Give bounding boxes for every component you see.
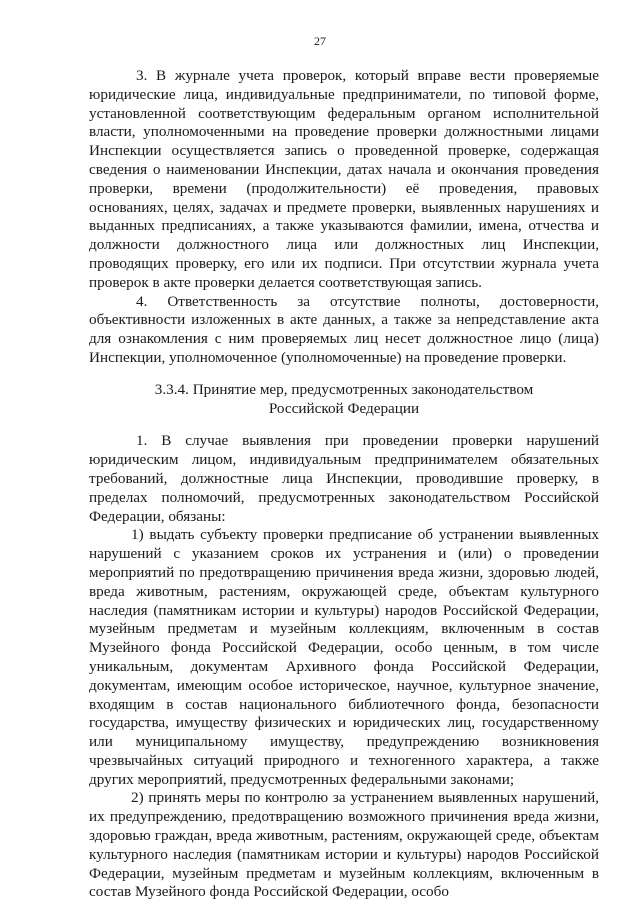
page-number: 27	[314, 34, 326, 48]
section-heading-line-2: Российской Федерации	[268, 399, 420, 417]
paragraph-responsibility: 4. Ответственность за отсутствие полноты, достоверности, объективности изложенных в акте данных, а также за непредставление акта для ознакомления с ним проверяемых лиц несет должностное лицо (лица) Инспекции, уполномоченное (уполномоченные) на проведение проверки.	[89, 292, 599, 366]
list-item-issue-order: 1) выдать субъекту проверки предписание об устранении выявленных нарушений с указанием сроков их устранения и (или) о проведении мероприятий по предотвращению причинения вреда жизни, здоровью людей, вреда животным, растениям, окружающей среде, объектам культурного наследия (памятникам истории и культуры) народов Российской Федерации, музейным предметам и музейным коллекциям, включенным в состав Музейного фонда Российской Федерации, особо ценным, в том числе уникальным, документам Архивного фонда Российской Федерации, документам, имеющим особое историческое, научное, культурное значение, входящим в состав национального библиотечного фонда, безопасности государства, имуществу физических и юридических лиц, государственному или муниципальному имуществу, предупреждению возникновения чрезвычайных ситуаций природного и техногенного характера, а также других мероприятий, предусмотренных федеральными законами;	[89, 526, 599, 788]
list-item-control-measures: 2) принять меры по контролю за устранением выявленных нарушений, их предупреждению, предотвращению возможного причинения вреда жизни, здоровью граждан, вреда животным, растениям, окружающей среде, объектам культурного наследия (памятникам истории и культуры) народов Российской Федерации, музейным предметам и музейным коллекциям, включенным в состав Музейного фонда Российской Федерации, особо	[89, 789, 599, 901]
paragraph-violations-intro: 1. В случае выявления при проведении проверки нарушений юридическим лицом, индивидуальным предпринимателем обязательных требований, должностные лица Инспекции, проводившие проверку, в пределах полномочий, предусмотренных законодательством Российской Федерации, обязаны:	[89, 432, 599, 525]
section-heading-line-1: 3.3.4. Принятие мер, предусмотренных законодательством	[154, 380, 534, 398]
section-heading	[89, 381, 599, 419]
paragraph-journal-record: 3. В журнале учета проверок, который вправе вести проверяемые юридические лица, индивидуальные предприниматели, по типовой форме, установленной соответствующим федеральным органом исполнительной власти, уполномоченными на проведение проверки должностными лицами Инспекции осуществляется запись о проведенной проверке, содержащая сведения о наименовании Инспекции, датах начала и окончания проведения проверки, времени (продолжительности) её проведения, правовых основаниях, целях, задачах и предмете проверки, выявленных нарушениях и выданных предписаниях, а также указываются фамилии, имена, отчества и должности должностного лица или должностных лиц Инспекции, проводящих проверку, его или их подписи. При отсутствии журнала учета проверок в акте проверки делается соответствующая запись.	[89, 67, 599, 291]
document-body	[89, 67, 599, 902]
